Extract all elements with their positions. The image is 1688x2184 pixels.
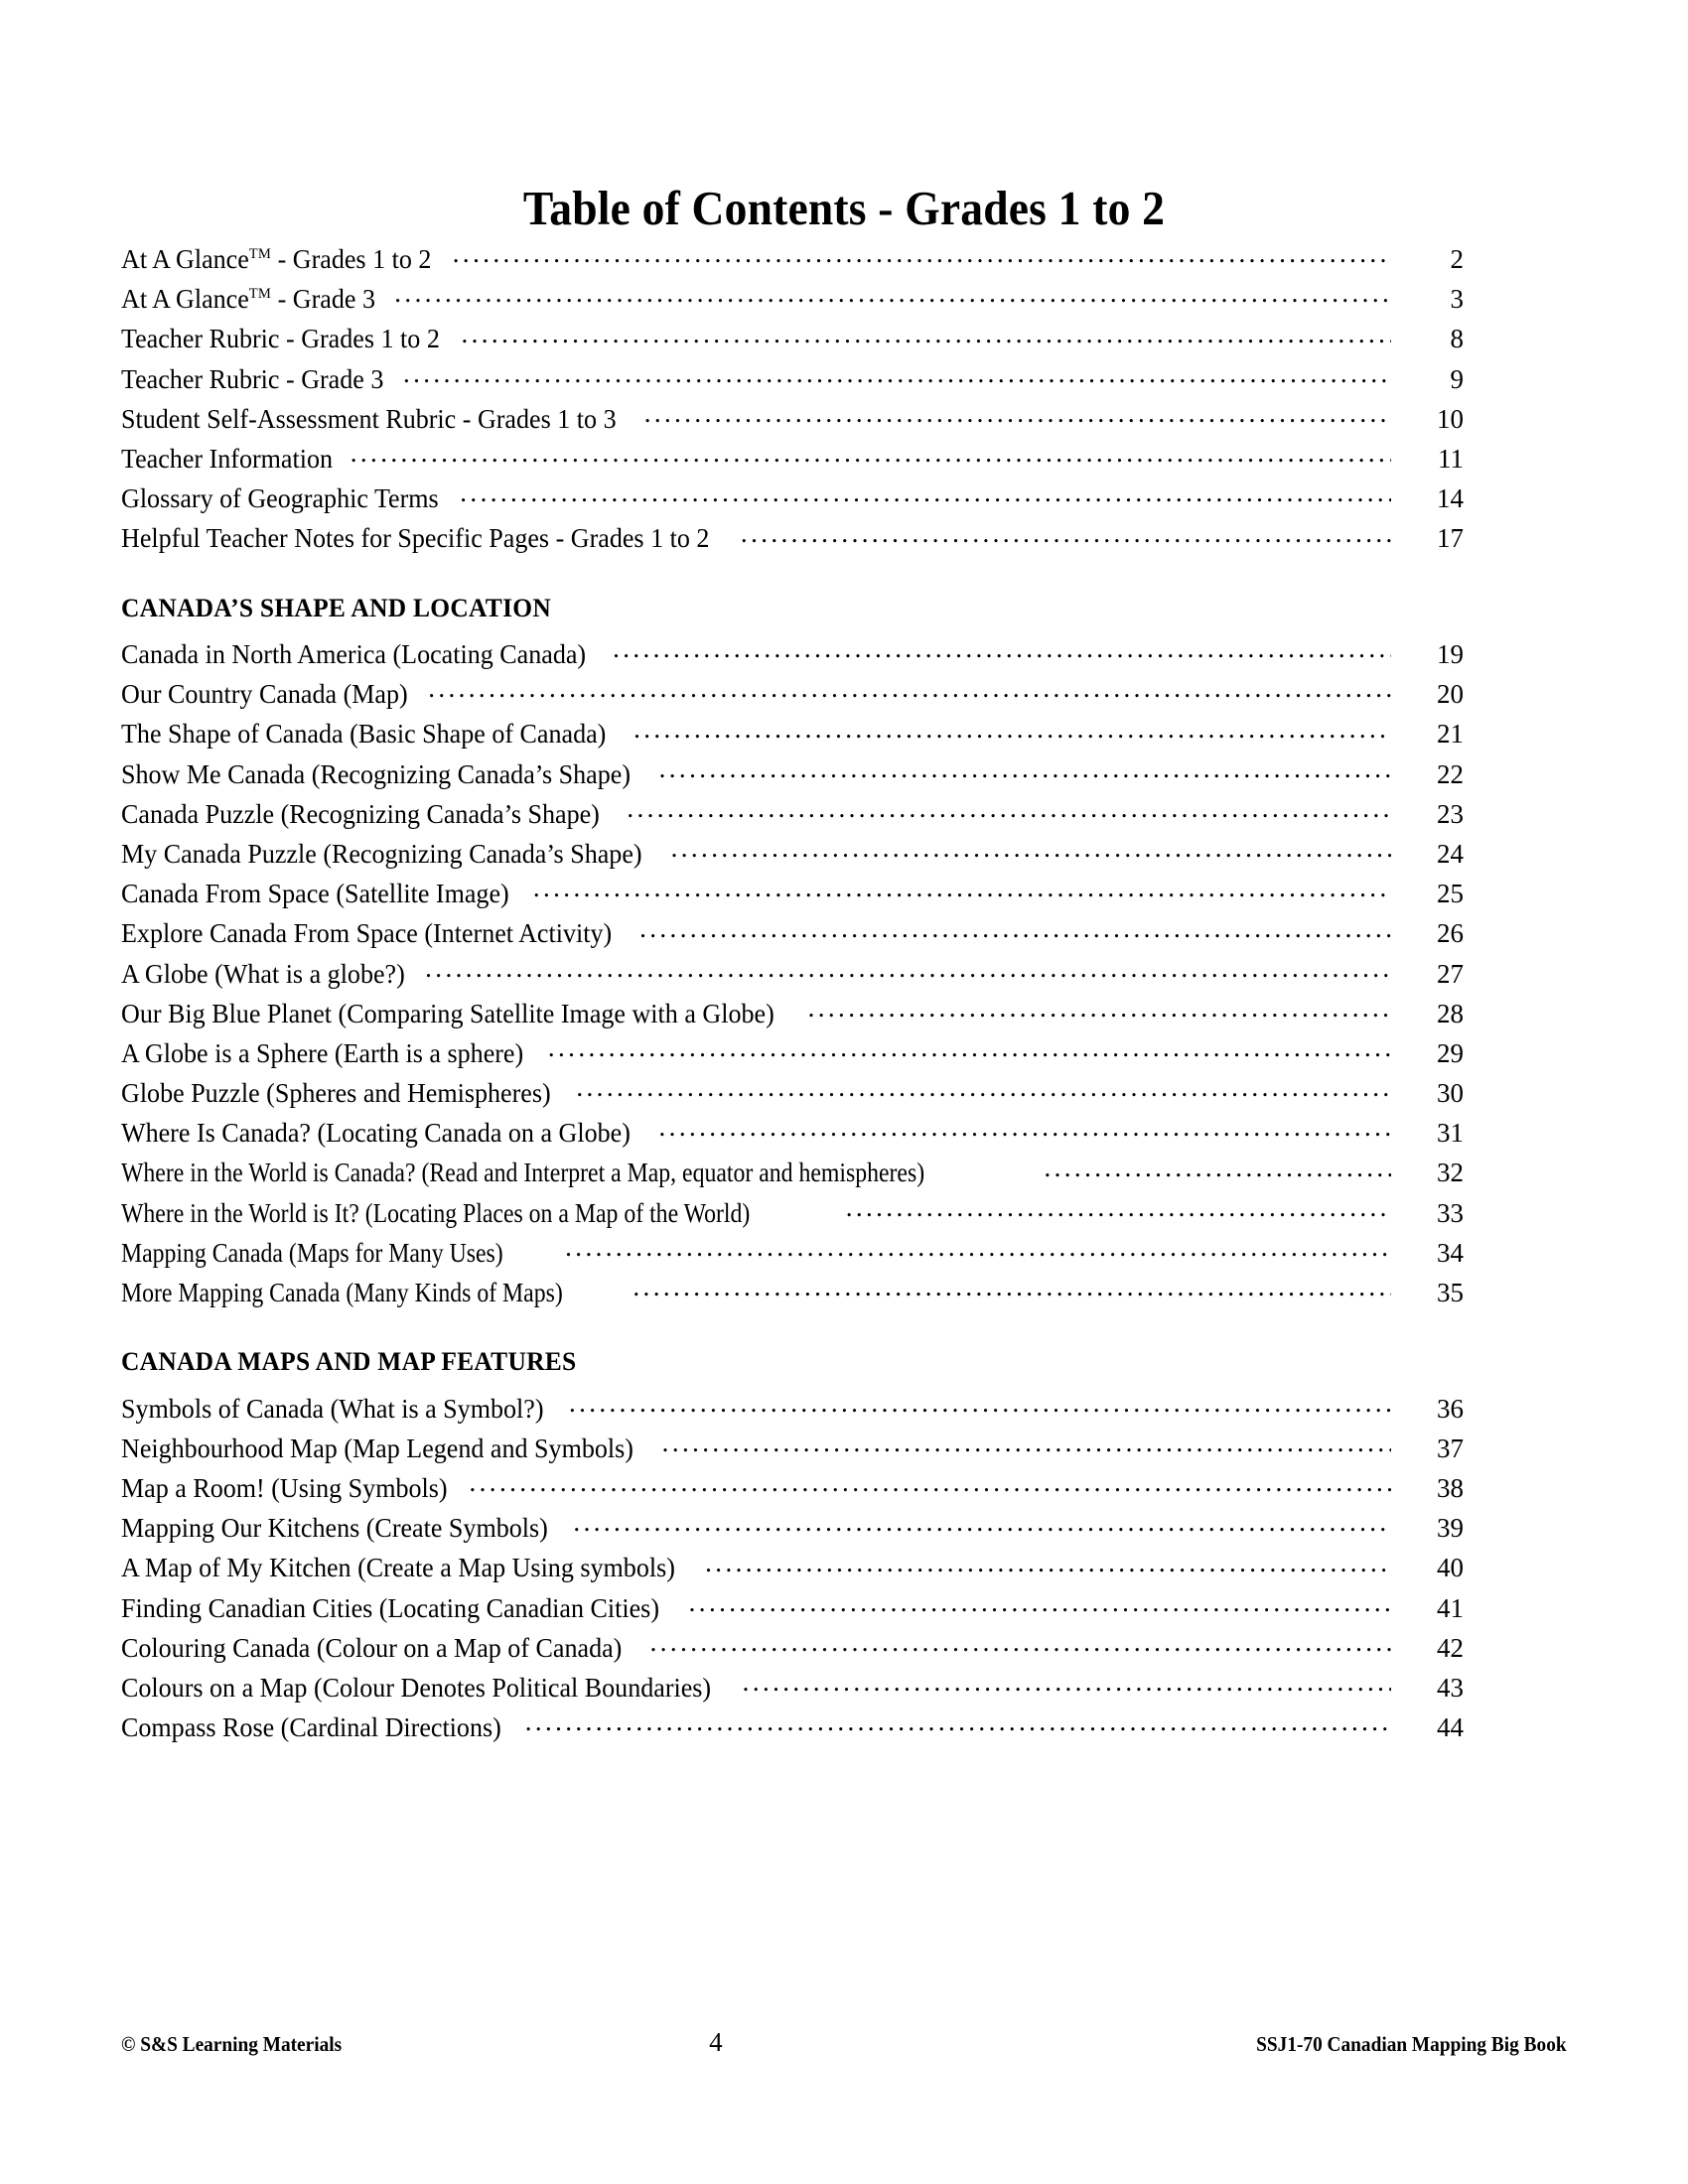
footer-book-title: SSJ1-70 Canadian Mapping Big Book: [1256, 2032, 1567, 2056]
dot-leader: [741, 520, 1391, 547]
dot-leader: [662, 1431, 1391, 1457]
toc-entry-label: Mapping Our Kitchens (Create Symbols): [121, 1513, 548, 1544]
dot-leader: [403, 361, 1391, 388]
toc-entry-page-number: 43: [1437, 1673, 1464, 1703]
toc-entry[interactable]: [121, 1155, 1464, 1194]
dot-leader: [659, 1115, 1391, 1142]
toc-entry[interactable]: [121, 281, 1464, 321]
toc-entry-label: Compass Rose (Cardinal Directions): [121, 1712, 501, 1743]
toc-entry-label: A Globe is a Sphere (Earth is a sphere): [121, 1037, 524, 1068]
toc-entry-label: More Mapping Canada (Many Kinds of Maps): [121, 1278, 563, 1307]
toc-entry[interactable]: [121, 1590, 1464, 1630]
toc-entry-page-number: 29: [1437, 1037, 1464, 1068]
toc-section-heading: CANADA’S SHAPE AND LOCATION: [121, 592, 551, 622]
dot-leader: [576, 1075, 1391, 1102]
toc-entry[interactable]: [121, 1195, 1464, 1235]
toc-entry[interactable]: [121, 915, 1464, 955]
dot-leader: [808, 996, 1391, 1023]
toc-entry-page-number: 37: [1437, 1433, 1464, 1463]
toc-entry-page-number: 35: [1437, 1278, 1464, 1307]
toc-entry[interactable]: [121, 241, 1464, 281]
toc-entry[interactable]: [121, 996, 1464, 1035]
dot-leader: [705, 1550, 1391, 1576]
dot-leader: [453, 241, 1391, 268]
toc-entry[interactable]: [121, 796, 1464, 836]
toc-entry-label: [121, 286, 385, 313]
dot-leader: [644, 401, 1391, 428]
toc-entry-label: Where in the World is Canada? (Read and Interpret a Map, equator and hemispheres): [121, 1158, 925, 1188]
toc-entry-page-number: 10: [1437, 403, 1464, 434]
toc-entry-page-number: 26: [1437, 918, 1464, 949]
dot-leader: [548, 1035, 1391, 1062]
toc-entry-page-number: 30: [1437, 1078, 1464, 1109]
toc-entry-label: Our Big Blue Planet (Comparing Satellite Image with a Globe): [121, 998, 774, 1028]
toc-entry-page-number: 22: [1437, 758, 1464, 789]
toc-entry-label: Where Is Canada? (Locating Canada on a Globe): [121, 1118, 631, 1149]
trademark-mark: TM: [248, 286, 272, 303]
toc-entry-page-number: 14: [1437, 483, 1464, 514]
toc-entry[interactable]: [121, 1235, 1464, 1275]
toc-entry[interactable]: [121, 480, 1464, 520]
page-footer: [121, 2027, 1567, 2058]
toc-entry[interactable]: [121, 1431, 1464, 1470]
toc-entry-page-number: 33: [1437, 1197, 1464, 1228]
toc-entry-page-number: 19: [1437, 639, 1464, 669]
toc-entry-label: Where in the World is It? (Locating Places on a Map of the World): [121, 1197, 751, 1228]
toc-entry[interactable]: [121, 1075, 1464, 1115]
toc-entry-page-number: 42: [1437, 1632, 1464, 1663]
toc-entry-label: Explore Canada From Space (Internet Activity): [121, 918, 613, 949]
toc-entry-label: Teacher Information: [121, 443, 334, 474]
toc-entry-label-text: At A Glance: [121, 284, 249, 315]
toc-entry-page-number: 31: [1437, 1118, 1464, 1149]
toc-entry-label: A Globe (What is a globe?): [121, 958, 405, 989]
toc-entry[interactable]: [121, 1709, 1464, 1749]
toc-entry-page-number: 39: [1437, 1513, 1464, 1544]
toc-entry[interactable]: [121, 1470, 1464, 1510]
dot-leader: [689, 1590, 1391, 1617]
toc-entry-label: Student Self-Assessment Rubric - Grades 1 to 3: [121, 403, 617, 434]
toc-entry[interactable]: [121, 836, 1464, 876]
toc-entry-page-number: 32: [1437, 1158, 1464, 1188]
dot-leader: [613, 636, 1391, 663]
toc-entry-label: Globe Puzzle (Spheres and Hemispheres): [121, 1078, 551, 1109]
dot-leader: [743, 1670, 1391, 1697]
toc-entry-label-suffix: - Grades 1 to 2: [277, 244, 432, 274]
toc-entry-label: Neighbourhood Map (Map Legend and Symbols): [121, 1433, 633, 1463]
dot-leader: [633, 1275, 1391, 1301]
toc-entry[interactable]: [121, 756, 1464, 796]
front-matter-entry-list: [121, 241, 1464, 561]
toc-entry-label-suffix: - Grade 3: [277, 284, 375, 315]
dot-leader: [470, 1470, 1392, 1497]
toc-entry-label: Symbols of Canada (What is a Symbol?): [121, 1393, 544, 1424]
toc-entry-label: Canada in North America (Locating Canada): [121, 639, 587, 669]
toc-entry-label: Mapping Canada (Maps for Many Uses): [121, 1237, 503, 1268]
toc-entry[interactable]: [121, 1630, 1464, 1670]
toc-entry-page-number: 40: [1437, 1553, 1464, 1583]
toc-entry[interactable]: [121, 716, 1464, 755]
toc-entry-page-number: 20: [1437, 679, 1464, 710]
toc-entry[interactable]: [121, 1510, 1464, 1550]
toc-entry-page-number: 11: [1438, 443, 1464, 474]
toc-entry-label: A Map of My Kitchen (Create a Map Using symbols): [121, 1553, 675, 1583]
dot-leader: [461, 321, 1391, 347]
dot-leader: [671, 836, 1391, 863]
page-title: Table of Contents - Grades 1 to 2: [522, 180, 1166, 235]
dot-leader: [425, 956, 1391, 983]
dot-leader: [533, 876, 1391, 902]
toc-entry[interactable]: [121, 956, 1464, 996]
toc-entry-label: Colours on a Map (Colour Denotes Political Boundaries): [121, 1673, 712, 1703]
toc-entry[interactable]: [121, 876, 1464, 915]
dot-leader: [846, 1195, 1391, 1222]
dot-leader: [573, 1510, 1391, 1537]
toc-entry-page-number: 21: [1437, 719, 1464, 750]
toc-entry[interactable]: [121, 520, 1464, 560]
footer-page-number: 4: [709, 2027, 723, 2057]
toc-entry-label: Teacher Rubric - Grade 3: [121, 363, 384, 394]
toc-entry-label: The Shape of Canada (Basic Shape of Canada): [121, 719, 607, 750]
toc-entry-page-number: 28: [1437, 998, 1464, 1028]
dot-leader: [627, 796, 1391, 823]
toc-entry-label: Helpful Teacher Notes for Specific Pages - Grades 1 to 2: [121, 523, 710, 554]
dot-leader: [1044, 1155, 1391, 1181]
toc-entry-label: Teacher Rubric - Grades 1 to 2: [121, 324, 440, 354]
dot-leader: [633, 716, 1391, 743]
footer-publisher: © S&S Learning Materials: [121, 2032, 343, 2056]
toc-entry[interactable]: [121, 1115, 1464, 1155]
toc-entry-page-number: 24: [1437, 838, 1464, 869]
toc-entry-page-number: 41: [1437, 1592, 1464, 1623]
dot-leader: [659, 756, 1391, 783]
toc-entry-page-number: 8: [1450, 324, 1464, 354]
toc-entry[interactable]: [121, 636, 1464, 676]
toc-entry-label: Canada From Space (Satellite Image): [121, 879, 509, 909]
toc-entry-label: Glossary of Geographic Terms: [121, 483, 439, 514]
dot-leader: [428, 676, 1391, 703]
toc-entry-page-number: 23: [1437, 798, 1464, 829]
toc-entry[interactable]: [121, 676, 1464, 716]
toc-entry[interactable]: [121, 401, 1464, 441]
dot-leader: [460, 480, 1391, 507]
toc-entry-page-number: 2: [1450, 244, 1464, 274]
table-of-contents: [121, 241, 1464, 1749]
dot-leader: [650, 1630, 1391, 1657]
toc-entry[interactable]: [121, 1035, 1464, 1075]
dot-leader: [394, 281, 1391, 308]
toc-entry-label: Canada Puzzle (Recognizing Canada’s Shape): [121, 798, 600, 829]
toc-entry[interactable]: [121, 361, 1464, 401]
toc-entry[interactable]: [121, 321, 1464, 360]
toc-entry-label-text: At A Glance: [121, 244, 249, 274]
toc-entry-page-number: 25: [1437, 879, 1464, 909]
trademark-mark: TM: [248, 246, 272, 262]
toc-entry-label: Show Me Canada (Recognizing Canada’s Shape): [121, 758, 632, 789]
toc-section-entry-list: [121, 636, 1464, 1314]
section-list: [121, 592, 1464, 1750]
toc-entry-page-number: 38: [1437, 1473, 1464, 1504]
toc-entry-label: Finding Canadian Cities (Locating Canadian Cities): [121, 1592, 659, 1623]
toc-entry[interactable]: [121, 1391, 1464, 1431]
dot-leader: [565, 1235, 1391, 1262]
toc-entry-page-number: 9: [1450, 363, 1464, 394]
toc-section-heading: CANADA MAPS AND MAP FEATURES: [121, 1346, 577, 1377]
dot-leader: [639, 915, 1391, 942]
toc-entry[interactable]: [121, 1275, 1464, 1314]
dot-leader: [351, 441, 1391, 468]
toc-entry-label: [121, 246, 441, 273]
toc-entry-page-number: 3: [1450, 284, 1464, 315]
toc-entry-label: Colouring Canada (Colour on a Map of Canada): [121, 1632, 623, 1663]
toc-entry-page-number: 34: [1437, 1237, 1464, 1268]
dot-leader: [525, 1709, 1391, 1736]
toc-entry[interactable]: [121, 1550, 1464, 1589]
toc-entry-page-number: 27: [1437, 958, 1464, 989]
toc-entry-label: My Canada Puzzle (Recognizing Canada’s Shape): [121, 838, 642, 869]
toc-entry-page-number: 36: [1437, 1393, 1464, 1424]
toc-entry-page-number: 17: [1437, 523, 1464, 554]
dot-leader: [569, 1391, 1391, 1418]
toc-entry-label: Our Country Canada (Map): [121, 679, 408, 710]
toc-section-entry-list: [121, 1391, 1464, 1750]
toc-entry[interactable]: [121, 441, 1464, 480]
toc-entry[interactable]: [121, 1670, 1464, 1709]
toc-entry-label: Map a Room! (Using Symbols): [121, 1473, 448, 1504]
toc-entry-page-number: 44: [1437, 1712, 1464, 1743]
